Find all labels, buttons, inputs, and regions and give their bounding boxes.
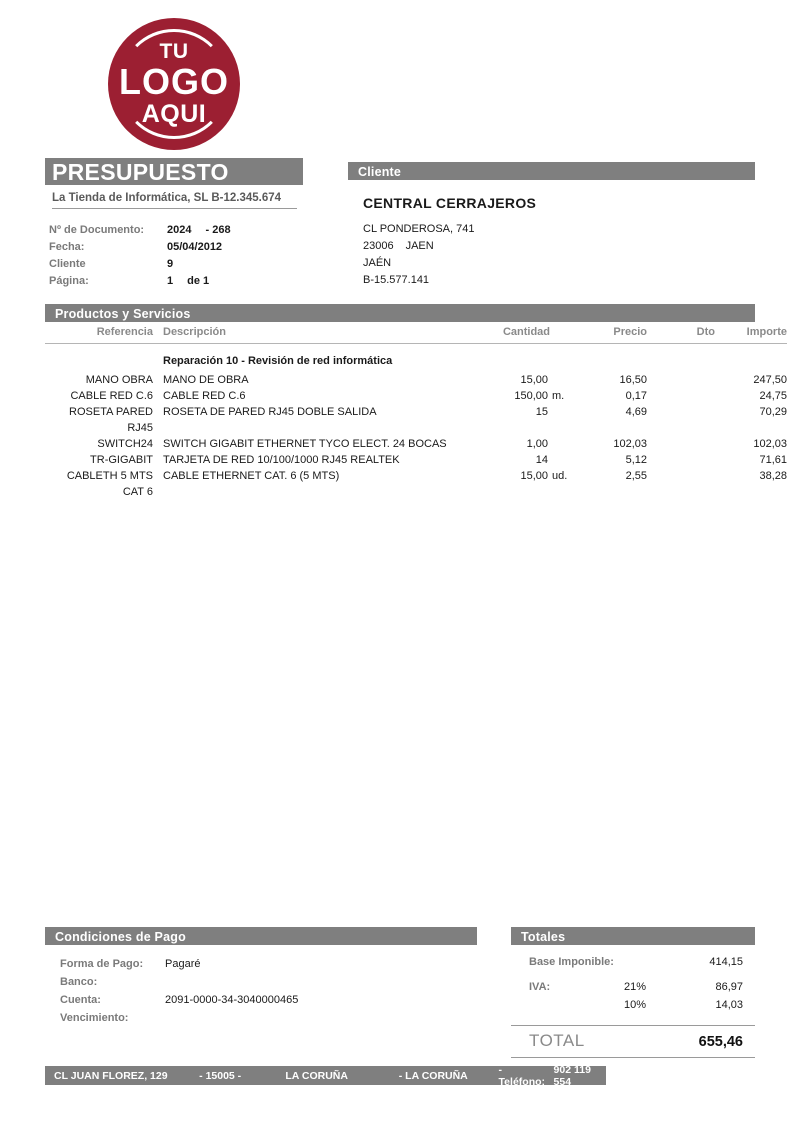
company-logo bbox=[108, 18, 240, 150]
payment-label-duedate: Vencimiento: bbox=[60, 1012, 129, 1024]
cell-discount bbox=[647, 404, 715, 420]
totals-vat-value-1: 86,97 bbox=[715, 981, 743, 993]
cell-price: 4,69 bbox=[625, 406, 647, 418]
cell-discount bbox=[647, 388, 715, 404]
footer-street: CL JUAN FLOREZ, 129 bbox=[54, 1069, 168, 1082]
cell-description: SWITCH GIGABIT ETHERNET TYCO ELECT. 24 BOCAS bbox=[163, 438, 447, 450]
document-meta-list bbox=[49, 222, 319, 290]
quantity-number: 15 bbox=[535, 406, 548, 418]
cell-discount bbox=[647, 452, 715, 468]
cell-discount bbox=[647, 372, 715, 388]
cell-reference: CABLE RED C.6 bbox=[70, 390, 153, 402]
cell-reference: ROSETA PARED bbox=[69, 406, 153, 418]
logo-line-1: TU bbox=[159, 40, 189, 63]
products-table-header-row bbox=[45, 326, 787, 344]
cell-description: MANO DE OBRA bbox=[163, 374, 249, 386]
payment-row-bank bbox=[60, 973, 480, 991]
meta-label-date: Fecha: bbox=[49, 241, 85, 253]
footer-phone: 902 119 554 bbox=[553, 1063, 591, 1088]
client-address-block bbox=[363, 221, 474, 289]
cell-reference: MANO OBRA bbox=[85, 374, 153, 386]
cell-price: 5,12 bbox=[625, 454, 647, 466]
product-group-label: Reparación 10 - Revisión de red informática bbox=[163, 355, 393, 367]
client-street: CL PONDEROSA, 741 bbox=[363, 223, 475, 235]
cell-quantity bbox=[455, 436, 572, 452]
meta-row-date bbox=[49, 239, 319, 256]
client-tax-id: B-15.577.141 bbox=[363, 274, 430, 286]
logo-text bbox=[108, 18, 240, 150]
cell-price: 0,17 bbox=[625, 390, 647, 402]
totals-row-base bbox=[511, 953, 755, 971]
cell-amount: 70,29 bbox=[759, 406, 787, 418]
table-row-reference-continuation bbox=[45, 420, 787, 436]
product-group-row bbox=[45, 344, 787, 373]
cell-discount bbox=[647, 436, 715, 452]
table-row-reference-continuation bbox=[45, 484, 787, 500]
products-table bbox=[45, 326, 787, 500]
quantity-number: 1,00 bbox=[526, 438, 548, 450]
cell-amount: 247,50 bbox=[753, 374, 787, 386]
meta-label-client: Cliente bbox=[49, 258, 86, 270]
cell-amount: 102,03 bbox=[753, 438, 787, 450]
client-city-line: 23006 JAEN bbox=[363, 240, 434, 252]
meta-value-date: 05/04/2012 bbox=[167, 241, 223, 253]
table-row bbox=[45, 468, 787, 484]
table-row bbox=[45, 388, 787, 404]
cell-price: 2,55 bbox=[625, 470, 647, 482]
payment-value-account: 2091-0000-34-3040000465 bbox=[165, 994, 299, 1006]
totals-label-vat: IVA: bbox=[529, 981, 551, 993]
quantity-number: 15,00 bbox=[520, 470, 548, 482]
column-header-price: Precio bbox=[572, 326, 647, 344]
cell-amount: 38,28 bbox=[759, 470, 787, 482]
table-row bbox=[45, 372, 787, 388]
cell-quantity bbox=[455, 404, 572, 420]
cell-quantity bbox=[455, 468, 572, 484]
cell-quantity bbox=[455, 372, 572, 388]
quantity-number: 15,00 bbox=[520, 374, 548, 386]
totals-vat-rate-1: 21% bbox=[624, 981, 647, 993]
quantity-unit: ud. bbox=[552, 470, 568, 482]
payment-section-header: Condiciones de Pago bbox=[45, 927, 477, 945]
footer-phone-label: - Teléfono: bbox=[498, 1063, 546, 1088]
payment-row-account bbox=[60, 991, 480, 1009]
footer-postal-code: - 15005 - bbox=[199, 1069, 242, 1082]
cell-price: 102,03 bbox=[613, 438, 647, 450]
cell-discount bbox=[647, 468, 715, 484]
payment-label-method: Forma de Pago: bbox=[60, 958, 144, 970]
payment-label-bank: Banco: bbox=[60, 976, 98, 988]
cell-reference: SWITCH24 bbox=[97, 438, 153, 450]
totals-vat-value-2: 14,03 bbox=[715, 999, 743, 1011]
totals-list bbox=[511, 953, 755, 1014]
products-section-header: Productos y Servicios bbox=[45, 304, 755, 322]
payment-value-method: Pagaré bbox=[165, 958, 201, 970]
meta-row-document-number bbox=[49, 222, 319, 239]
payment-row-method bbox=[60, 955, 480, 973]
cell-reference: CABLETH 5 MTS bbox=[66, 470, 153, 482]
meta-label-document-number: Nº de Documento: bbox=[49, 224, 145, 236]
cell-description: CABLE ETHERNET CAT. 6 (5 MTS) bbox=[163, 470, 340, 482]
cell-description: TARJETA DE RED 10/100/1000 RJ45 REALTEK bbox=[163, 454, 400, 466]
client-province: JAÉN bbox=[363, 257, 392, 269]
column-header-amount: Importe bbox=[715, 326, 787, 344]
quantity-unit: m. bbox=[552, 390, 565, 402]
meta-value-client: 9 bbox=[167, 258, 174, 270]
meta-row-page bbox=[49, 273, 319, 290]
quantity-number: 14 bbox=[535, 454, 548, 466]
totals-vat-block bbox=[511, 978, 755, 1014]
client-section-header: Cliente bbox=[348, 162, 755, 180]
cell-price: 16,50 bbox=[619, 374, 647, 386]
totals-section-header: Totales bbox=[511, 927, 755, 945]
grand-total-label: TOTAL bbox=[529, 1031, 585, 1050]
footer-province: - LA CORUÑA bbox=[398, 1069, 468, 1082]
column-header-description: Descripción bbox=[153, 326, 455, 344]
company-name-line: La Tienda de Informática, SL B-12.345.674 bbox=[52, 192, 297, 209]
cell-reference-continuation: RJ45 bbox=[127, 422, 153, 434]
meta-label-page: Página: bbox=[49, 275, 89, 287]
logo-line-3: AQUI bbox=[141, 100, 207, 128]
page-title: PRESUPUESTO bbox=[52, 159, 229, 185]
meta-value-document-number: 2024 - 268 bbox=[167, 224, 231, 236]
client-name: CENTRAL CERRAJEROS bbox=[363, 195, 537, 211]
totals-row-vat-1 bbox=[511, 978, 755, 996]
cell-quantity bbox=[455, 452, 572, 468]
cell-reference-continuation: CAT 6 bbox=[122, 486, 153, 498]
cell-amount: 71,61 bbox=[759, 454, 787, 466]
table-row bbox=[45, 436, 787, 452]
totals-value-base: 414,15 bbox=[709, 956, 743, 968]
payment-label-account: Cuenta: bbox=[60, 994, 101, 1006]
totals-row-vat-2 bbox=[511, 996, 755, 1014]
table-row bbox=[45, 452, 787, 468]
cell-reference: TR-GIGABIT bbox=[90, 454, 153, 466]
cell-quantity bbox=[455, 388, 572, 404]
meta-value-page: 1 de 1 bbox=[167, 275, 210, 287]
payment-details-list bbox=[60, 955, 480, 1027]
column-header-quantity: Cantidad bbox=[455, 326, 572, 344]
page-footer bbox=[45, 1063, 606, 1088]
cell-description: ROSETA DE PARED RJ45 DOBLE SALIDA bbox=[163, 406, 377, 418]
payment-row-duedate bbox=[60, 1009, 480, 1027]
grand-total-value: 655,46 bbox=[698, 1034, 743, 1050]
cell-description: CABLE RED C.6 bbox=[163, 390, 246, 402]
column-header-reference: Referencia bbox=[45, 326, 153, 344]
grand-total-row bbox=[511, 1025, 755, 1058]
totals-vat-rate-2: 10% bbox=[624, 999, 647, 1011]
cell-amount: 24,75 bbox=[759, 390, 787, 402]
totals-label-base: Base Imponible: bbox=[529, 956, 614, 968]
logo-line-2: LOGO bbox=[119, 61, 229, 102]
table-row bbox=[45, 404, 787, 420]
meta-row-client bbox=[49, 256, 319, 273]
column-header-discount: Dto bbox=[647, 326, 715, 344]
quantity-number: 150,00 bbox=[514, 390, 548, 402]
footer-city: LA CORUÑA bbox=[285, 1069, 348, 1082]
